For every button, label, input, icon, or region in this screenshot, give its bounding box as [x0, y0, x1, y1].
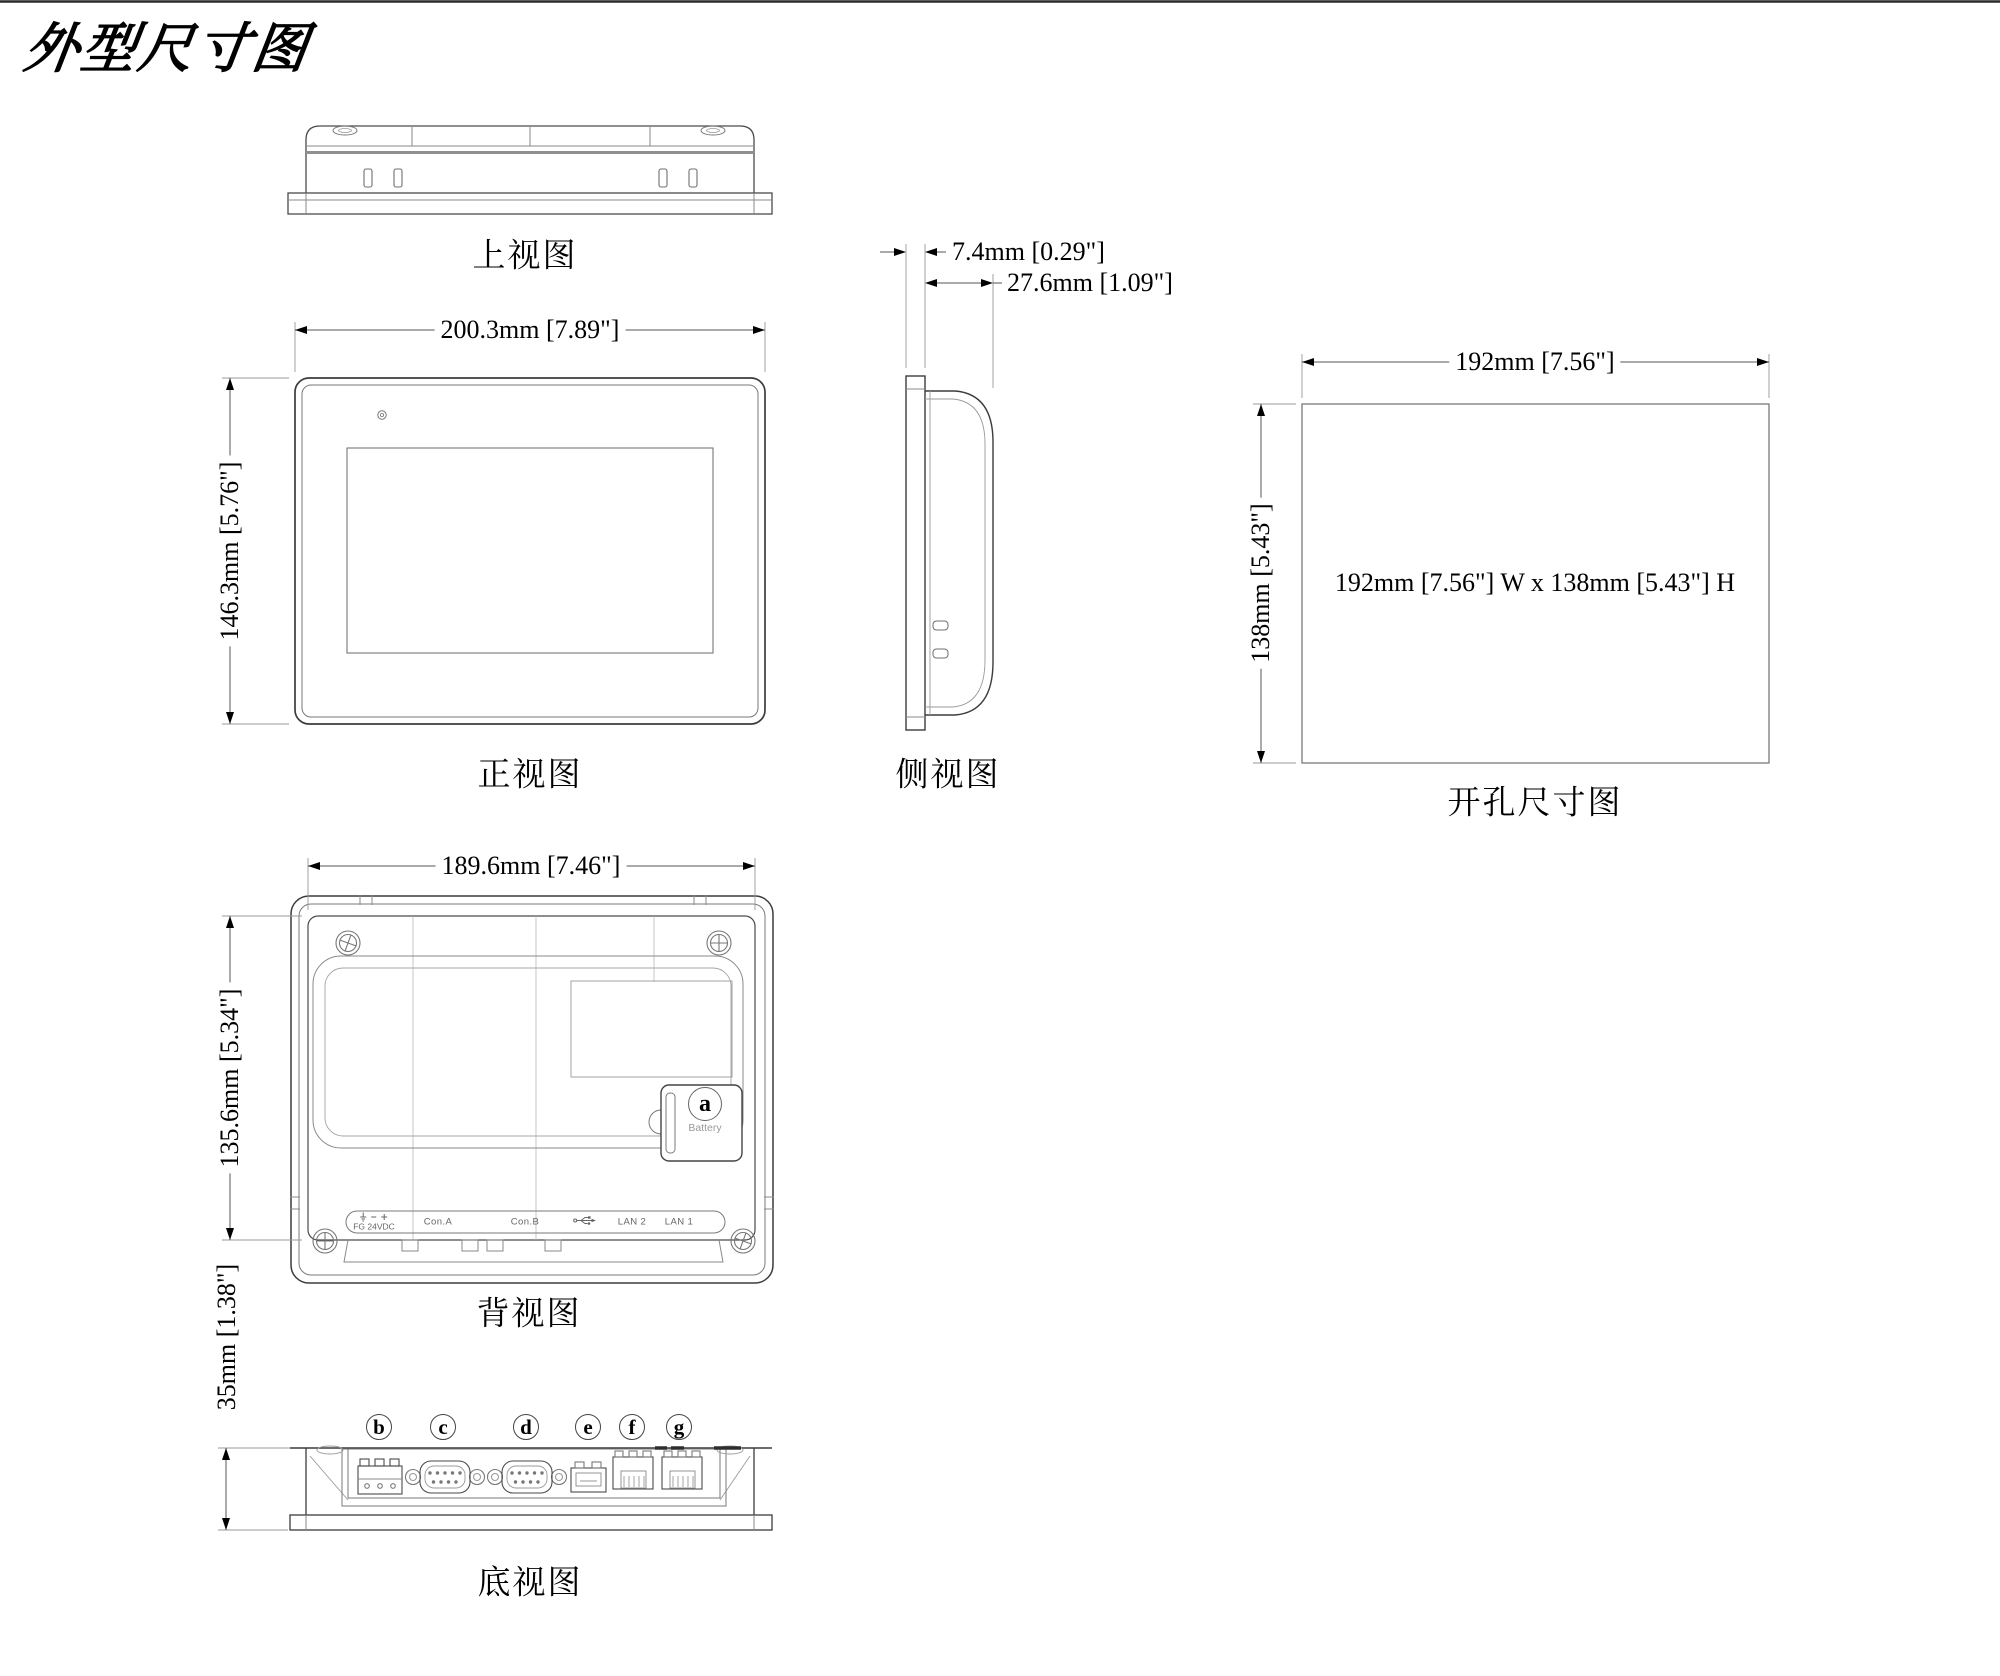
cutout-width-dim-text: 192mm [7.56"] [1449, 347, 1620, 377]
callout-c-com-a: c [430, 1414, 456, 1440]
callout-e-usb: e [575, 1414, 601, 1440]
lan1-label: LAN 1 [664, 1216, 694, 1228]
com-a-connector [406, 1461, 485, 1493]
page-title: 外型尺寸图 [20, 19, 314, 79]
side-bezel-dim-text: 7.4mm [0.29"] [952, 237, 1105, 266]
side-bezel-dimension [880, 244, 946, 368]
battery-callout-a: a [688, 1087, 722, 1121]
front-height-dim-text: 146.3mm [5.76"] [215, 456, 245, 647]
side-depth-dimension [925, 274, 1002, 388]
power-terminal-text: FG 24VDC [353, 1221, 395, 1232]
front-view-drawing [222, 322, 765, 724]
callout-b-power: b [366, 1414, 392, 1440]
side-view-label: 侧视图 [895, 757, 1001, 794]
ground-minus-plus-icon [359, 1213, 389, 1222]
bottom-view-label: 底视图 [477, 1565, 583, 1602]
lan2-connector [613, 1451, 653, 1489]
rear-view-label: 背视图 [476, 1296, 582, 1333]
top-view-drawing [288, 126, 772, 214]
callout-g-lan1: g [666, 1414, 692, 1440]
bottom-view-drawing [218, 1446, 772, 1530]
rear-width-dim-text: 189.6mm [7.46"] [436, 851, 627, 881]
front-screen-outline [347, 448, 713, 653]
top-view-label: 上视图 [472, 238, 578, 275]
side-view-drawing [880, 244, 1002, 730]
com-b-connector [488, 1461, 567, 1493]
power-terminal-label [353, 1213, 395, 1232]
battery-label: Battery [688, 1122, 722, 1134]
front-view-label: 正视图 [477, 757, 583, 794]
con-b-label: Con.B [510, 1216, 540, 1228]
rear-height-dim-text: 135.6mm [5.34"] [215, 983, 245, 1174]
lan1-connector [662, 1451, 702, 1489]
bottom-height-dimension [218, 1448, 290, 1530]
bottom-height-dim-text: 35mm [1.38"] [212, 1258, 242, 1416]
cutout-height-dim-text: 138mm [5.43"] [1246, 497, 1276, 668]
led-indicator [378, 411, 386, 419]
power-connector [358, 1459, 402, 1494]
callout-d-com-b: d [513, 1414, 539, 1440]
usb-icon-wrap [573, 1215, 597, 1229]
front-width-dim-text: 200.3mm [7.89"] [435, 315, 626, 345]
callout-f-lan2: f [619, 1414, 645, 1440]
usb-icon [573, 1215, 597, 1226]
cutout-view-label: 开孔尺寸图 [1447, 785, 1623, 822]
lan2-label: LAN 2 [617, 1216, 647, 1228]
cutout-view-drawing [1253, 354, 1769, 763]
con-a-label: Con.A [423, 1216, 453, 1228]
cutout-center-text: 192mm [7.56"] W x 138mm [5.43"] H [1334, 568, 1736, 597]
usb-connector [571, 1462, 606, 1492]
side-depth-dim-text: 27.6mm [1.09"] [1007, 268, 1173, 297]
